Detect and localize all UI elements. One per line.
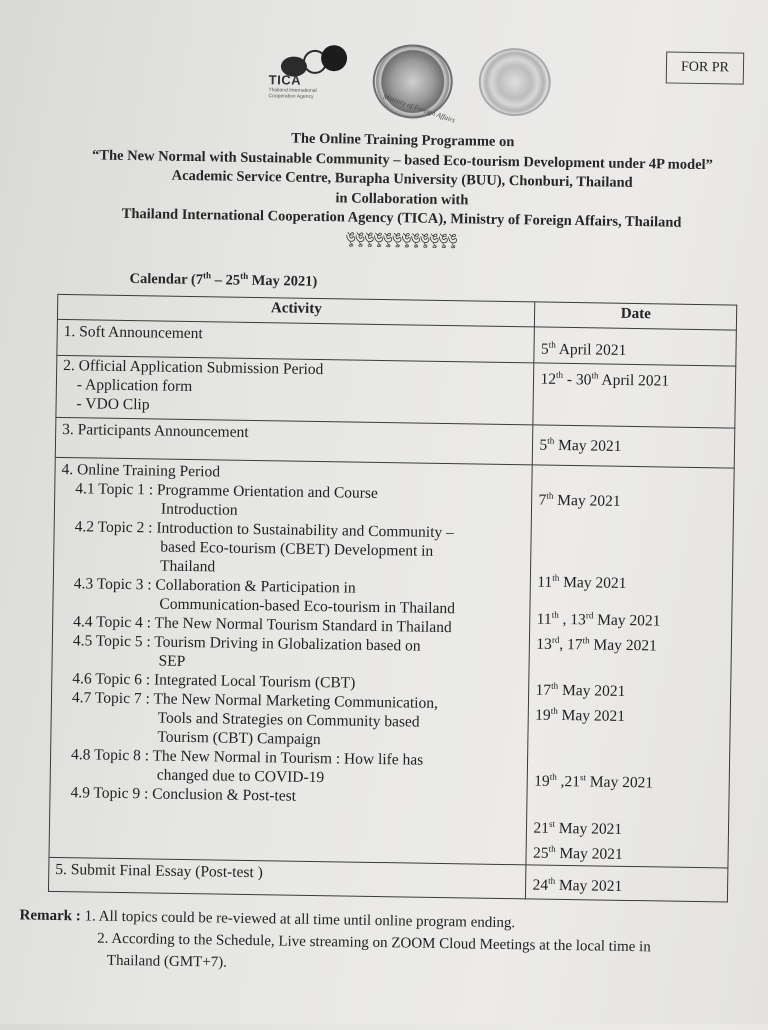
title-line-3: Academic Service Centre, Burapha University (BUU), Chonburi, Thailand [171,167,633,192]
title-line-4: in Collaboration with [335,190,469,209]
ministry-seal-text: Ministry of Foreign Affairs [382,92,457,125]
date-cell: 5th May 2021 [533,425,735,468]
activity-cell: 4. Online Training Period 4.1 Topic 1 : Programme Orientation and Course Introduction 4.2 Topic 2 : Introduction to Sustainability and Community – based Eco-tourism (CBET) Development in Thailand 4.3 Topic 3 : Collaboration & Participation in Communication-based Eco-tourism in Thailand 4.4 Topic 4 : The New Normal Tourism Standard in Thailand 4.5 Topic 5 : Tourism Driving in Globalization based on SEP 4.6 Topic 6 : Integrated Local Tourism (CBT) 4.7 Topic 7 : The New Normal Marketing Communication, Tools and Strategies on Community based Tourism (CBT) Campaign 4.8 Topic 8 : The New Normal in Tourism : How life has changed due to COVID-19 4.9 Topic 9 : Conclusion & Post-test [49,457,533,865]
activity-cell: 1. Soft Announcement [57,319,535,362]
ornament-divider: ঙৢঙৢঙৢঙৢঙৢঙৢঙৢঙৢঙৢঙৢঙৢঙৢ [345,230,457,248]
header-activity: Activity [57,294,535,326]
date-cell: 24th May 2021 [526,865,728,902]
title-line-1: The Online Training Programme on [291,130,515,151]
date-cell: 7th May 2021 11th May 2021 11th , 13rd May 2021 13rd, 17th May 2021 17th May 2021 19th May 2021 19th ,21st May 2021 21st May 2021 25th May 2021 [526,465,734,869]
date-cell: 12th - 30th April 2021 [533,363,735,428]
remark-item-2-cont: Thailand (GMT+7). [106,952,228,971]
remark-item-2: 2. According to the Schedule, Live streaming on ZOOM Cloud Meetings at the local time in [97,930,651,956]
activity-cell: 5. Submit Final Essay (Post-test ) [48,858,526,899]
table-row [56,355,736,428]
tica-logo-subtext: Thailand International Cooperation Agency [268,87,317,100]
document-title-block [36,126,768,255]
title-line-5: Thailand International Cooperation Agency (TICA), Ministry of Foreign Affairs, Thailand [121,206,682,232]
table-row [49,457,734,868]
calendar-heading: Calendar (7th – 25th May 2021) [129,270,318,290]
tica-logo [266,44,367,101]
remark-item-1: 1. All topics could be re-viewed at all time until online program ending. [80,908,516,932]
date-cell: 5th April 2021 [534,327,736,366]
remark-label: Remark : [19,907,81,925]
remark-section [19,904,740,981]
tica-logo-text: TICA [268,72,302,88]
activity-cell: 2. Official Application Submission Period - Application form - VDO Clip [56,355,534,424]
activity-cell: 3. Participants Announcement [55,417,533,464]
header-date: Date [535,302,737,330]
university-seal-icon [478,48,551,117]
for-pr-box: FOR PR [666,51,744,84]
schedule-table [48,294,737,903]
title-line-2: “The New Normal with Sustainable Community – based Eco-tourism Development under 4P model” [91,147,713,173]
